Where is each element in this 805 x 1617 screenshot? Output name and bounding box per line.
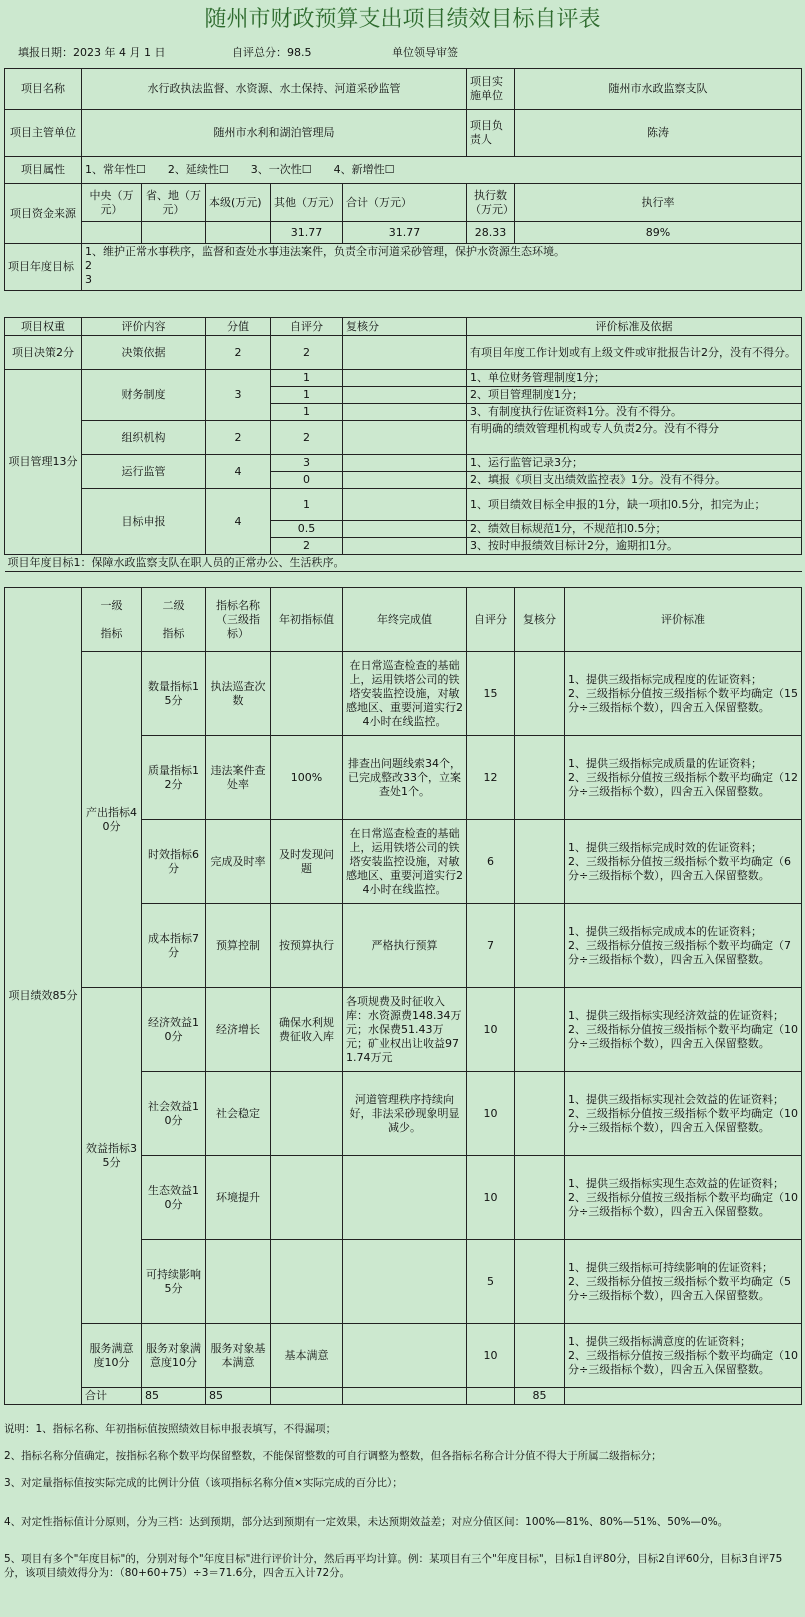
perf-std: 1、提供三级指标实现生态效益的佐证资料； 2、三级指标分值按三级指标个数平均确定（10分÷三级指标个数），四舍五入保留整数。 [565,1156,802,1240]
perf-final: 在日常巡查检查的基础上，运用铁塔公司的铁塔安装监控设施，对敏感地区、重要河道实行24小时在线监控。 [343,820,467,904]
perf-final [343,1240,467,1324]
dept: 随州市水利和湖泊管理局 [82,110,467,157]
perf-l2: 数量指标15分 [142,652,206,736]
fund-value [82,222,142,244]
project-name-label: 项目名称 [5,69,82,110]
decision-self: 2 [271,336,343,370]
perf-final: 排查出问题线索34个，已完成整改33个，立案查处1个。 [343,736,467,820]
perf-l3: 社会稳定 [206,1072,271,1156]
perf-l3: 经济增长 [206,988,271,1072]
note-line: 说明：1、指标名称、年初指标值按照绩效目标申报表填写，不得漏项； [4,1423,337,1435]
perf-header-init: 年初指标值 [271,588,343,652]
finance-std: 1、单位财务管理制度1分； [467,370,802,387]
perf-std: 1、提供三级指标完成成本的佐证资料； 2、三级指标分值按三级指标个数平均确定（7分÷三级指标个数），四舍五入保留整数。 [565,904,802,988]
perf-l2: 社会效益10分 [142,1072,206,1156]
perf-l2: 成本指标7分 [142,904,206,988]
decision-score: 2 [206,336,271,370]
perf-self: 12 [467,736,515,820]
fund-value: 31.77 [343,222,467,244]
goal-line: 2 [85,259,92,272]
fund-value: 89% [515,222,802,244]
perf-header-self: 自评分 [467,588,515,652]
perf-l3: 环境提升 [206,1156,271,1240]
finance-self: 1 [271,404,343,421]
fund-header: 省、地（万元） [142,184,206,222]
perf-label: 项目绩效85分 [5,588,82,1405]
note-line: 2、指标名称分值确定，按指标名称个数平均保留整数，不能保留整数的可自行调整为整数，但各指标名称合计分值不得大于所属二级指标分； [4,1450,662,1462]
perf-init: 按预算执行 [271,904,343,988]
perf-l3: 服务对象基本满意 [206,1324,271,1388]
perf-l2: 质量指标12分 [142,736,206,820]
note-line: 4、对定性指标值计分原则，分为三档：达到预期，部分达到预期有一定效果，未达预期效益差；对应分值区间：100%—81%、80%—51%、50%—0%。 [4,1516,729,1528]
org-item: 组织机构 [82,421,206,455]
perf-header-std: 评价标准 [565,588,802,652]
perf-self: 5 [467,1240,515,1324]
fund-value [142,222,206,244]
perf-init: 确保水利规费征收入库 [271,988,343,1072]
weights-header: 自评分 [271,318,343,336]
notes [4,1422,801,1602]
target-self: 1 [271,489,343,521]
perf-init [271,1072,343,1156]
perf-self: 10 [467,1324,515,1388]
mgmt-label: 项目管理13分 [5,370,82,555]
perf-std: 1、提供三级指标实现经济效益的佐证资料； 2、三级指标分值按三级指标个数平均确定（10分÷三级指标个数），四舍五入保留整数。 [565,988,802,1072]
perf-final [343,1156,467,1240]
perf-init [271,1240,343,1324]
perf-self: 10 [467,988,515,1072]
goal-line: 1、维护正常水事秩序，监督和查处水事违法案件，负责全市河道采砂管理，保护水资源生态环境。 [85,245,565,258]
project-name: 水行政执法监督、水资源、水土保持、河道采砂监管 [82,69,467,110]
fund-header: 中央（万元） [82,184,142,222]
attr-value: 1、常年性☐ 2、延续性☐ 3、一次性☐ 4、新增性☐ [82,157,802,184]
perf-l3: 预算控制 [206,904,271,988]
dept-label: 项目主管单位 [5,110,82,157]
total-label: 合计 [82,1388,142,1405]
fund-value [206,222,271,244]
total-l1: 85 [142,1388,206,1405]
ops-item: 运行监管 [82,455,206,489]
fund-header: 其他（万元） [271,184,343,222]
org-self: 2 [271,421,343,455]
perf-final: 在日常巡查检查的基础上，运用铁塔公司的铁塔安装监控设施，对敏感地区、重要河道实行24小时在线监控。 [343,652,467,736]
fund-header: 执行率 [515,184,802,222]
service-label: 服务满意度10分 [82,1324,142,1388]
target-std: 2、绩效目标规范1分，不规范扣0.5分； [467,521,802,538]
meta-row [0,44,805,62]
perf-l2: 时效指标6分 [142,820,206,904]
perf-l3: 执法巡查次数 [206,652,271,736]
total-self: 85 [515,1388,565,1405]
org-std: 有明确的绩效管理机构或专人负责2分。没有不得分 [467,421,802,455]
weights-header: 评价内容 [82,318,206,336]
perf-l2: 生态效益10分 [142,1156,206,1240]
perf-header-review: 复核分 [515,588,565,652]
perf-init [271,1156,343,1240]
finance-std: 2、项目管理制度1分； [467,387,802,404]
perf-header-l1: 一级 指标 [82,588,142,652]
perf-table [4,587,802,1405]
goal-lines [82,244,802,291]
perf-std: 1、提供三级指标可持续影响的佐证资料； 2、三级指标分值按三级指标个数平均确定（5分÷三级指标个数），四舍五入保留整数。 [565,1240,802,1324]
basic-table [4,68,802,291]
perf-header-l3: 指标名称 （三级指标） [206,588,271,652]
weights-header: 评价标准及依据 [467,318,802,336]
decision-item: 决策依据 [82,336,206,370]
org-score: 2 [206,421,271,455]
perf-std: 1、提供三级指标满意度的佐证资料； 2、三级指标分值按三级指标个数平均确定（10分÷三级指标个数），四舍五入保留整数。 [565,1324,802,1388]
attr-label: 项目属性 [5,157,82,184]
perf-std: 1、提供三级指标完成质量的佐证资料； 2、三级指标分值按三级指标个数平均确定（12分÷三级指标个数），四舍五入保留整数。 [565,736,802,820]
perf-init: 100% [271,736,343,820]
perf-final: 各项规费及时征收入库：水资源费148.34万元；水保费51.43万元；矿业权出让收益971.74万元 [343,988,467,1072]
output-label: 产出指标40分 [82,652,142,988]
total-score: 自评总分：98.5 [232,46,312,59]
target-item: 目标申报 [82,489,206,555]
perf-self: 10 [467,1156,515,1240]
impl-unit-label: 项目实施单位 [467,69,515,110]
weights-header: 项目权重 [5,318,82,336]
perf-std: 1、提供三级指标实现社会效益的佐证资料； 2、三级指标分值按三级指标个数平均确定（10分÷三级指标个数），四舍五入保留整数。 [565,1072,802,1156]
perf-init: 及时发现问题 [271,820,343,904]
weights-header: 复核分 [343,318,467,336]
decision-std: 有项目年度工作计划或有上级文件或审批报告计2分，没有不得分。 [467,336,802,370]
weights-table [4,317,802,572]
fund-label: 项目资金来源 [5,184,82,244]
ops-score: 4 [206,455,271,489]
perf-self: 15 [467,652,515,736]
note-line: 5、项目有多个"年度目标"的，分别对每个"年度目标"进行评价计分，然后再平均计算。例：某项目有三个"年度目标"，目标1自评80分，目标2自评60分，目标3自评75分，该项目绩效得分为：（80+60+75）÷3＝71.6分，四舍五入计72分。 [4,1553,783,1579]
target-score: 4 [206,489,271,555]
owner: 陈涛 [515,110,802,157]
annual-goal: 项目年度目标1：保障水政监察支队在职人员的正常办公、生活秩序。 [5,555,802,572]
ops-self: 3 [271,455,343,472]
perf-header-l2: 二级 指标 [142,588,206,652]
finance-self: 1 [271,387,343,404]
fund-value: 31.77 [271,222,343,244]
total-l2: 85 [206,1388,271,1405]
finance-self: 1 [271,370,343,387]
perf-self: 10 [467,1072,515,1156]
target-std: 1、项目绩效目标全申报的1分，缺一项扣0.5分，扣完为止； [467,489,802,521]
perf-std: 1、提供三级指标完成程度的佐证资料； 2、三级指标分值按三级指标个数平均确定（15分÷三级指标个数），四舍五入保留整数。 [565,652,802,736]
perf-final [343,1324,467,1388]
fund-header: 合计（万元） [343,184,467,222]
fund-value: 28.33 [467,222,515,244]
target-self: 0.5 [271,521,343,538]
perf-self: 7 [467,904,515,988]
perf-l2: 可持续影响5分 [142,1240,206,1324]
perf-l2: 服务对象满意度10分 [142,1324,206,1388]
perf-l2: 经济效益10分 [142,988,206,1072]
perf-init: 基本满意 [271,1324,343,1388]
note-line: 3、对定量指标值按实际完成的比例计分值（该项指标名称分值×实际完成的百分比）； [4,1477,403,1489]
ops-std: 1、运行监管记录3分； [467,455,802,472]
perf-self: 6 [467,820,515,904]
perf-final: 河道管理秩序持续向好，非法采砂现象明显减少。 [343,1072,467,1156]
fund-header: 执行数（万元） [467,184,515,222]
perf-std: 1、提供三级指标完成时效的佐证资料； 2、三级指标分值按三级指标个数平均确定（6分÷三级指标个数），四舍五入保留整数。 [565,820,802,904]
perf-l3: 违法案件查处率 [206,736,271,820]
perf-l3: 完成及时率 [206,820,271,904]
impl-unit: 随州市水政监察支队 [515,69,802,110]
perf-header-final: 年终完成值 [343,588,467,652]
perf-final: 严格执行预算 [343,904,467,988]
fund-header: 本级(万元) [206,184,271,222]
page-title: 随州市财政预算支出项目绩效目标自评表 [204,7,601,32]
finance-score: 3 [206,370,271,421]
fill-date: 填报日期：2023 年 4 月 1 日 [18,46,166,59]
goal-line: 3 [85,273,92,286]
weights-header: 分值 [206,318,271,336]
target-self: 2 [271,538,343,555]
decision-label: 项目决策2分 [5,336,82,370]
finance-std: 3、有制度执行佐证资料1分。没有不得分。 [467,404,802,421]
perf-init [271,652,343,736]
ops-std: 2、填报《项目支出绩效监控表》1分。没有不得分。 [467,472,802,489]
owner-label: 项目负责人 [467,110,515,157]
benefit-label: 效益指标35分 [82,988,142,1324]
finance-item: 财务制度 [82,370,206,421]
perf-l3 [206,1240,271,1324]
target-std: 3、按时申报绩效目标计2分，逾期扣1分。 [467,538,802,555]
ops-self: 0 [271,472,343,489]
goal-label: 项目年度目标 [5,244,82,291]
leader-sign: 单位领导审签 [392,46,458,59]
